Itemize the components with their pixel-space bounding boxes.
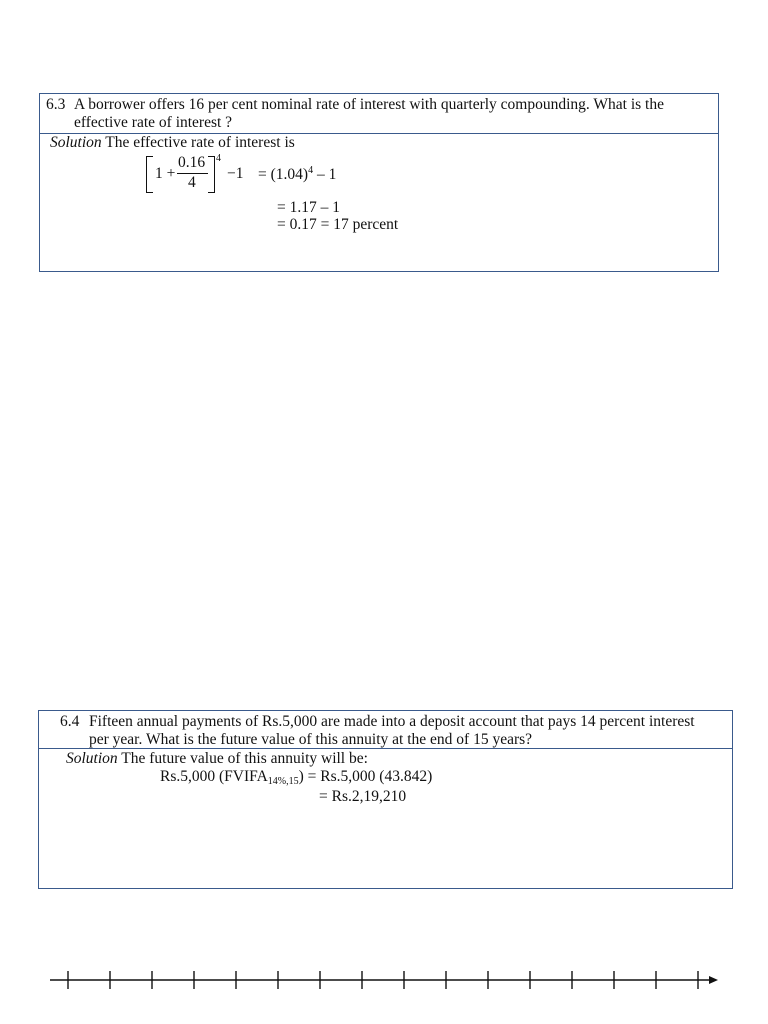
left-bracket xyxy=(146,156,153,193)
right-bracket xyxy=(208,156,215,193)
rhs-tail: – 1 xyxy=(313,166,337,184)
question-6-4-header xyxy=(39,711,732,749)
effective-rate-formula xyxy=(40,94,718,271)
solution-step-3: = 0.17 = 17 percent xyxy=(277,216,399,233)
formula-exponent: 4 xyxy=(216,153,221,164)
timeline-arrow-icon xyxy=(709,976,718,984)
solution-step-2: = 1.17 – 1 xyxy=(277,199,340,216)
solution-result: = Rs.2,19,210 xyxy=(319,788,407,805)
calc-post: ) = Rs.5,000 (43.842) xyxy=(298,768,433,785)
formula-minus-one: −1 xyxy=(227,165,244,182)
question-6-3-box xyxy=(39,93,719,272)
question-text-line-1: Fifteen annual payments of Rs.5,000 are made into a deposit account that pays 14 percent interest xyxy=(89,713,695,730)
formula-numerator: 0.16 xyxy=(178,154,206,171)
solution-label: Solution xyxy=(50,134,102,151)
calc-pre: Rs.5,000 (FVIFA xyxy=(160,768,268,785)
question-6-4-box xyxy=(38,710,733,889)
rhs-exponent: 4 xyxy=(308,165,314,176)
question-number: 6.3 xyxy=(46,96,66,113)
solution-text: The future value of this annuity will be: xyxy=(121,750,368,767)
question-number: 6.4 xyxy=(60,713,80,730)
question-text-line-1: A borrower offers 16 per cent nominal rate of interest with quarterly compounding. What is the xyxy=(74,96,664,113)
question-text-line-2: effective rate of interest ? xyxy=(74,114,233,131)
cash-flow-timeline xyxy=(0,960,768,1000)
question-text-line-2: per year. What is the future value of this annuity at the end of 15 years? xyxy=(89,731,533,748)
solution-label: Solution xyxy=(66,750,118,767)
formula-denominator: 4 xyxy=(188,174,196,191)
solution-text: The effective rate of interest is xyxy=(105,134,295,151)
formula-rhs xyxy=(258,165,336,184)
rhs-base: = (1.04) xyxy=(258,166,309,184)
calc-subscript: 14%,15 xyxy=(267,776,299,787)
formula-one-plus: 1 + xyxy=(155,165,176,182)
solution-calculation xyxy=(160,768,432,787)
solution-intro xyxy=(66,750,368,768)
